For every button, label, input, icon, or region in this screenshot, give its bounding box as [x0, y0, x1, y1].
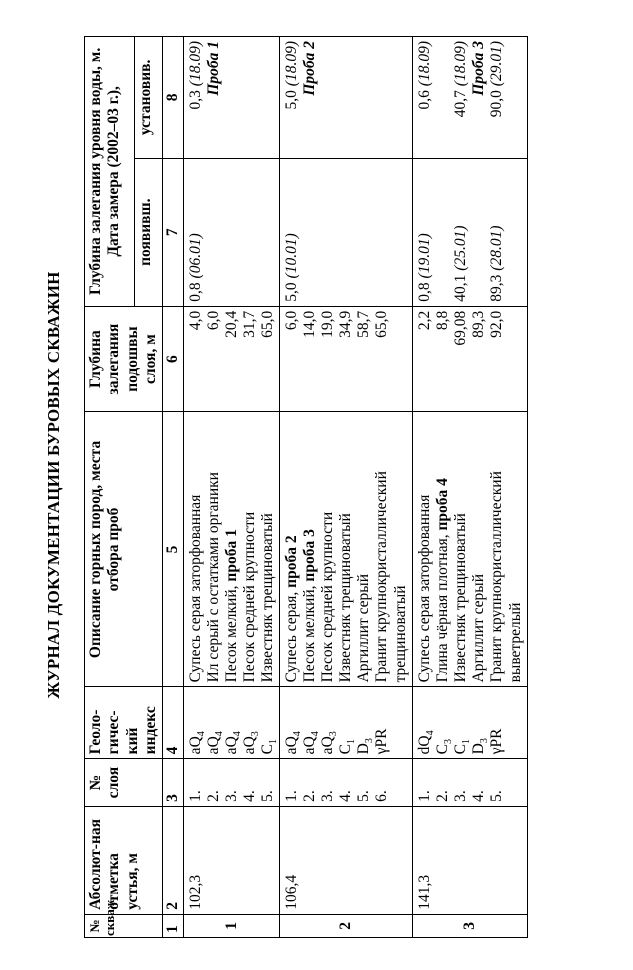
geologic-index-subscript: 1 [461, 738, 473, 744]
elevation-value: 106,4 [283, 874, 301, 910]
layer-number [488, 763, 525, 802]
layer-description [434, 416, 452, 682]
layer-number-text: 4. [241, 790, 259, 802]
water-appeared-reading [452, 163, 470, 302]
geologic-index-text: aQ [223, 736, 241, 755]
column-number: 6 [163, 306, 184, 412]
layer-depth-text: 31,7 [241, 310, 259, 338]
description-cell [184, 412, 280, 687]
layer-description [319, 416, 337, 682]
water-appeared-cell [184, 158, 280, 306]
geologic-index [452, 691, 473, 755]
column-number: 8 [163, 37, 184, 159]
layer-number [241, 763, 259, 802]
layer-depth-text: 8,8 [434, 310, 452, 331]
geologic-index-subscript: 3 [328, 731, 340, 737]
spacer [434, 163, 452, 302]
probe-label [470, 41, 488, 154]
geologic-index-subscript: 3 [250, 731, 262, 737]
geologic-index-text: dQ [416, 735, 434, 755]
well-number-cell [413, 914, 528, 937]
header-well-number: № скваж. [85, 914, 163, 937]
layer-depth [337, 311, 355, 408]
geologic-index-text: aQ [205, 736, 223, 755]
water-depth: 40,1 [452, 270, 470, 302]
geologic-index-text: D [470, 743, 488, 755]
geologic-index-subscript: 3 [443, 738, 455, 744]
layer-number [452, 763, 470, 802]
header-description: Описание горных пород, места отбора проб [85, 412, 163, 687]
column-number: 1 [163, 914, 184, 937]
layer-depth-text: 69,08 [452, 310, 470, 346]
layer-number [187, 763, 205, 802]
elevation-cell [280, 806, 413, 914]
well-number: 2 [337, 922, 355, 930]
water-depth: 0,3 [187, 86, 205, 110]
layer-depth [373, 311, 410, 408]
boreholes-table [84, 36, 528, 938]
layer-number-text: 2. [205, 790, 223, 802]
geologic-index-text: C [434, 743, 452, 755]
measure-date: (29.01) [488, 41, 506, 87]
header-established: установив. [135, 37, 163, 159]
geologic-index [205, 691, 226, 755]
layer-depth [416, 311, 434, 408]
header-appeared: появивш. [135, 158, 163, 306]
layer-number [259, 763, 277, 802]
geologic-index-text: aQ [283, 736, 301, 755]
geologic-index-subscript: 4 [310, 731, 322, 737]
well-row [184, 37, 280, 938]
well-row [280, 37, 413, 938]
layer-depth-text: 19,0 [319, 310, 337, 338]
layer-number [434, 763, 452, 802]
layer-depth [470, 311, 488, 408]
layer-description [470, 416, 488, 682]
layer-number-text: 3. [452, 790, 470, 802]
layer-description [223, 416, 241, 682]
layer-depth [223, 311, 241, 408]
layer-depth [301, 311, 319, 408]
probe-label-text: Проба 1 [205, 41, 223, 96]
geologic-index-subscript: 1 [268, 738, 280, 744]
layer-depth [434, 311, 452, 408]
layer-description-text: Песок мелкий, [301, 581, 319, 683]
geologic-index [337, 691, 358, 755]
geologic-index-cell [280, 687, 413, 759]
layer-number-text: 5. [488, 790, 506, 802]
geologic-index-text: aQ [319, 736, 337, 755]
well-number: 3 [461, 922, 479, 930]
geologic-index [187, 691, 208, 755]
layer-number-text: 1. [187, 790, 205, 802]
layer-description [187, 416, 205, 682]
geologic-index-text: C [259, 743, 277, 755]
layer-number-text: 5. [355, 790, 373, 802]
water-established-reading [488, 41, 506, 154]
column-number: 3 [163, 759, 184, 807]
geologic-index-text: γPR [488, 728, 506, 755]
layer-depth-text: 65,0 [259, 310, 277, 338]
geologic-index [373, 691, 410, 754]
layer-number-text: 4. [470, 790, 488, 802]
geologic-index-text: aQ [301, 736, 319, 755]
layer-number-text: 2. [301, 790, 319, 802]
layer-description-text: Песок средней крупности [319, 511, 337, 683]
layer-depth-text: 20,4 [223, 310, 241, 338]
layer-description-text: Известняк трещиноватый [452, 513, 470, 683]
layer-depth-text: 2,2 [416, 310, 434, 331]
layer-description [259, 416, 277, 682]
layer-depth [205, 311, 223, 408]
probe-label [205, 41, 223, 154]
column-number: 2 [163, 806, 184, 914]
depth-cell [280, 306, 413, 412]
header-layer-number: № слоя [85, 759, 163, 807]
measure-date: (06.01) [187, 233, 205, 279]
water-depth: 90,0 [488, 86, 506, 118]
measure-date: (18.09) [283, 41, 301, 87]
probe-label [301, 41, 319, 154]
document-title: ЖУРНАЛ ДОКУМЕНТАЦИИ БУРОВЫХ СКВАЖИН [44, 271, 63, 699]
geologic-index-text: aQ [241, 736, 259, 755]
depth-cell [184, 306, 280, 412]
water-appeared-reading [187, 163, 205, 302]
description-cell [280, 412, 413, 687]
water-established-reading [283, 41, 301, 154]
layer-number-text: 2. [434, 790, 452, 802]
spacer [470, 163, 488, 302]
header-water-level: Глубина залегания уровня воды, м. Дата замера (2002–03 г.), [85, 37, 135, 307]
layer-description [488, 416, 525, 682]
layer-number [319, 763, 337, 802]
column-numbers-row [163, 37, 184, 938]
layer-depth [283, 311, 301, 408]
geologic-index [434, 691, 455, 755]
geologic-index-text: C [337, 743, 355, 755]
layer-description-text: Ил серый с остатками органики [205, 472, 223, 683]
layer-description-text: Известняк трещиноватый [337, 513, 355, 683]
layer-number [470, 763, 488, 802]
geologic-index-subscript: 3 [479, 738, 491, 744]
layer-description [416, 416, 434, 682]
layer-depth [488, 311, 525, 408]
water-depth: 0,8 [187, 278, 205, 302]
well-number-cell [184, 914, 280, 937]
layer-description-text: Песок средней крупности [241, 511, 259, 683]
geologic-index [283, 691, 304, 755]
layer-number-cell [280, 759, 413, 807]
layer-description-text: Известняк трещиноватый [259, 513, 277, 683]
geologic-index [488, 691, 525, 754]
geologic-index [259, 691, 280, 755]
layer-depth [319, 311, 337, 408]
layer-description [301, 416, 319, 682]
measure-date: (19.01) [416, 233, 434, 279]
measure-date: (18.09) [187, 41, 205, 87]
layer-number [223, 763, 241, 802]
water-established-cell [184, 37, 280, 159]
water-depth: 0,6 [416, 86, 434, 110]
geologic-index-text: γPR [373, 728, 391, 755]
layer-depth-text: 4,0 [187, 310, 205, 331]
geologic-index [416, 691, 437, 755]
layer-depth-text: 34,9 [337, 310, 355, 338]
sample-label: проба 4 [434, 478, 452, 531]
layer-number-text: 1. [283, 790, 301, 802]
geologic-index-subscript: 4 [196, 731, 208, 737]
geologic-index [241, 691, 262, 755]
sample-label: проба 1 [223, 529, 241, 582]
geologic-index-cell [184, 687, 280, 759]
layer-description [241, 416, 259, 682]
well-number: 1 [222, 922, 240, 930]
well-number-cell [280, 914, 413, 937]
header-geologic-index: Геоло-гичес-кий индекс [85, 687, 163, 759]
layer-number [301, 763, 319, 802]
sample-label: проба 2 [283, 535, 301, 588]
layer-depth-text: 6,0 [283, 310, 301, 331]
header-elevation: Абсолют-ная отметка устья, м [85, 806, 163, 914]
sample-label: проба 3 [301, 529, 319, 582]
layer-depth-text: 6,0 [205, 310, 223, 331]
geologic-index-subscript: 3 [364, 738, 376, 744]
layer-description [205, 416, 223, 682]
elevation-cell [184, 806, 280, 914]
water-depth: 0,8 [416, 278, 434, 302]
layer-depth [187, 311, 205, 408]
elevation-value: 141,3 [416, 874, 434, 910]
water-established-cell [413, 37, 528, 159]
layer-number-cell [413, 759, 528, 807]
geologic-index-subscript: 4 [232, 731, 244, 737]
layer-depth [355, 311, 373, 408]
layer-number [205, 763, 223, 802]
water-depth: 5,0 [283, 86, 301, 110]
layer-number [416, 763, 434, 802]
layer-number [355, 763, 373, 802]
geologic-index-subscript: 4 [214, 731, 226, 737]
layer-number-cell [184, 759, 280, 807]
geologic-index-subscript: 4 [292, 731, 304, 737]
header-layer-depth: Глубина залегания подошвы слоя, м [85, 306, 163, 412]
layer-description-text: Аргиллит серый [355, 573, 373, 683]
water-established-cell [280, 37, 413, 159]
layer-description-text: Супесь серая заторфованная [187, 494, 205, 683]
elevation-cell [413, 806, 528, 914]
water-established-reading [416, 41, 434, 154]
measure-date: (25.01) [452, 225, 470, 271]
layer-number [283, 763, 301, 802]
measure-date: (28.01) [488, 225, 506, 271]
geologic-index-text: C [452, 743, 470, 755]
geologic-index [355, 691, 376, 755]
water-established-reading [452, 41, 470, 154]
layer-description [452, 416, 470, 682]
layer-number-text: 3. [319, 790, 337, 802]
layer-number-text: 1. [416, 790, 434, 802]
layer-depth-text: 89,3 [470, 310, 488, 338]
geologic-index [470, 691, 491, 755]
layer-depth-text: 92,0 [488, 310, 506, 338]
water-established-reading [187, 41, 205, 154]
layer-description-text: Песок мелкий, [223, 581, 241, 683]
layer-depth [259, 311, 277, 408]
depth-cell [413, 306, 528, 412]
layer-description-text: Супесь серая, [283, 587, 301, 683]
geologic-index-text: D [355, 743, 373, 755]
layer-depth-text: 65,0 [373, 310, 391, 338]
geologic-index [319, 691, 340, 755]
layer-depth-text: 58,7 [355, 310, 373, 338]
geologic-index-subscript: 4 [425, 730, 437, 736]
layer-description-text: Глина чёрная плотная, [434, 530, 452, 683]
layer-description [355, 416, 373, 682]
measure-date: (18.09) [416, 41, 434, 87]
elevation-value: 102,3 [187, 874, 205, 910]
water-appeared-cell [280, 158, 413, 306]
layer-description-text: Гранит крупнокристаллический выветрелый [488, 471, 524, 683]
geologic-index-cell [413, 687, 528, 759]
layer-description-text: Аргиллит серый [470, 573, 488, 683]
measure-date: (18.09) [452, 41, 470, 87]
water-depth: 5,0 [283, 278, 301, 302]
layer-description [337, 416, 355, 682]
probe-label-text: Проба 3 [470, 41, 488, 96]
column-number: 5 [163, 412, 184, 687]
layer-number-text: 4. [337, 790, 355, 802]
geologic-index [301, 691, 322, 755]
layer-description [373, 416, 410, 682]
column-number: 4 [163, 687, 184, 759]
spacer [434, 41, 452, 154]
column-number: 7 [163, 158, 184, 306]
measure-date: (10.01) [283, 233, 301, 279]
description-cell [413, 412, 528, 687]
layer-depth [452, 311, 470, 408]
geologic-index-subscript: 1 [346, 738, 358, 744]
layer-depth-text: 14,0 [301, 310, 319, 338]
geologic-index [223, 691, 244, 755]
layer-description-text: Гранит крупнокристаллический трещиноватый [373, 471, 409, 683]
water-appeared-reading [416, 163, 434, 302]
water-depth: 40,7 [452, 86, 470, 118]
layer-description-text: Супесь серая заторфованная [416, 494, 434, 683]
layer-number-text: 5. [259, 790, 277, 802]
probe-label-text: Проба 2 [301, 41, 319, 96]
layer-description [283, 416, 301, 682]
water-appeared-reading [283, 163, 301, 302]
well-row [413, 37, 528, 938]
layer-number [373, 763, 410, 802]
water-appeared-cell [413, 158, 528, 306]
water-depth: 89,3 [488, 270, 506, 302]
layer-number [337, 763, 355, 802]
layer-depth [241, 311, 259, 408]
geologic-index-text: aQ [187, 736, 205, 755]
layer-number-text: 3. [223, 790, 241, 802]
water-appeared-reading [488, 163, 506, 302]
layer-number-text: 6. [373, 790, 391, 802]
